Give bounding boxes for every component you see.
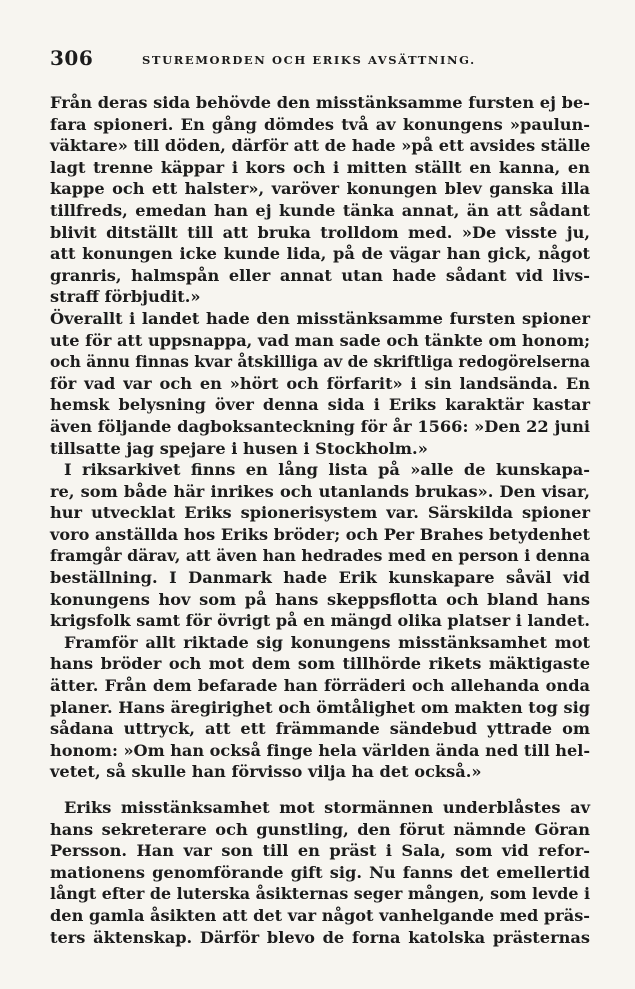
text-line: konungens hov som på hans skeppsflotta och bland hans bbox=[50, 589, 590, 609]
text-line: re, som både här inrikes och utanlands brukas». Den visar, bbox=[50, 481, 590, 501]
text-line: tillfreds, emedan han ej kunde tänka annat, än att sådant bbox=[50, 200, 590, 220]
text-line: lagt trenne käppar i kors och i mitten ställt en kanna, en bbox=[50, 157, 590, 177]
text-line: den gamla åsikten att det var något vanhelgande med präs- bbox=[50, 905, 590, 925]
text-line: tillsatte jag spejare i husen i Stockholm.» bbox=[50, 438, 428, 458]
text-line: fara spioneri. En gång dömdes två av konungens »paulun- bbox=[50, 114, 590, 134]
text-line: voro anställda hos Eriks bröder; och Per Brahes betydenhet bbox=[50, 524, 590, 544]
text-line: Från deras sida behövde den misstänksamme fursten ej be- bbox=[50, 93, 590, 112]
text-line: mationens genomförande gift sig. Nu fanns det emellertid bbox=[50, 862, 590, 882]
text-line: I riksarkivet finns en lång lista på »alle de kunskapa- bbox=[64, 460, 590, 480]
text-line: ters äktenskap. Därför blevo de forna katolska prästernas bbox=[50, 927, 590, 947]
text-line: straff förbjudit.» bbox=[50, 287, 201, 307]
section-gap bbox=[50, 783, 590, 797]
page-number: 306 bbox=[50, 46, 94, 70]
text-line: krigsfolk samt för övrigt på en mängd olika platser i landet. bbox=[50, 611, 590, 631]
text-line: sådana uttryck, att ett främmande sändebud yttrade om bbox=[50, 719, 590, 739]
paragraph-2 bbox=[50, 308, 590, 459]
text-line: väktare» till döden, därför att de hade »på ett avsides ställe bbox=[50, 136, 591, 156]
text-line: Överallt i landet hade den misstänksamme fursten spioner bbox=[50, 308, 590, 328]
text-line: framgår därav, att även han hedrades med en person i denna bbox=[50, 546, 590, 566]
paragraph-5 bbox=[50, 797, 590, 948]
text-line: hans bröder och mot dem som tillhörde rikets mäktigaste bbox=[50, 654, 590, 674]
text-line: ätter. Från dem befarade han förräderi och allehanda onda bbox=[50, 676, 590, 696]
text-line: blivit ditställt till att bruka trolldom med. »De visste ju, bbox=[50, 222, 590, 242]
paragraph-4 bbox=[50, 632, 590, 783]
text-line: Framför allt riktade sig konungens misstänksamhet mot bbox=[64, 632, 590, 652]
page-header bbox=[50, 42, 590, 74]
text-line: för vad var och en »hört och förfarit» i sin landsända. En bbox=[50, 373, 590, 393]
text-line: att konungen icke kunde lida, på de vägar han gick, något bbox=[50, 244, 590, 264]
text-line: kappe och ett halster», varöver konungen blev ganska illa bbox=[50, 179, 590, 199]
text-line: även följande dagboksanteckning för år 1566: »Den 22 juni bbox=[50, 416, 590, 436]
text-line: och ännu finnas kvar åtskilliga av de skriftliga redogörelserna bbox=[50, 352, 590, 372]
text-line: Eriks misstänksamhet mot stormännen underblåstes av bbox=[64, 798, 590, 817]
text-line: hur utvecklat Eriks spionerisystem var. Särskilda spioner bbox=[50, 503, 590, 523]
book-page bbox=[50, 42, 591, 947]
running-head: STUREMORDEN OCH ERIKS AVSÄTTNING. bbox=[142, 53, 476, 67]
paragraph-3 bbox=[50, 459, 590, 632]
text-line: honom: »Om han också finge hela världen ända ned till hel- bbox=[50, 740, 591, 760]
text-line: hemsk belysning över denna sida i Eriks karaktär kastar bbox=[50, 395, 590, 415]
text-line: planer. Hans äregirighet och ömtålighet om makten tog sig bbox=[50, 697, 590, 717]
paragraph-1 bbox=[50, 92, 590, 308]
text-line: ute för att uppsnappa, vad man sade och tänkte om honom; bbox=[50, 330, 591, 350]
body-text bbox=[50, 92, 590, 948]
text-line: granris, halmspån eller annat utan hade sådant vid livs- bbox=[50, 265, 590, 285]
text-line: Persson. Han var son till en präst i Sala, som vid refor- bbox=[50, 841, 590, 861]
text-line: vetet, så skulle han förvisso vilja ha det också.» bbox=[50, 762, 482, 782]
text-line: hans sekreterare och gunstling, den förut nämnde Göran bbox=[50, 819, 590, 839]
text-line: beställning. I Danmark hade Erik kunskapare såväl vid bbox=[50, 568, 590, 588]
text-line: långt efter de luterska åsikternas seger mången, som levde i bbox=[50, 884, 590, 904]
